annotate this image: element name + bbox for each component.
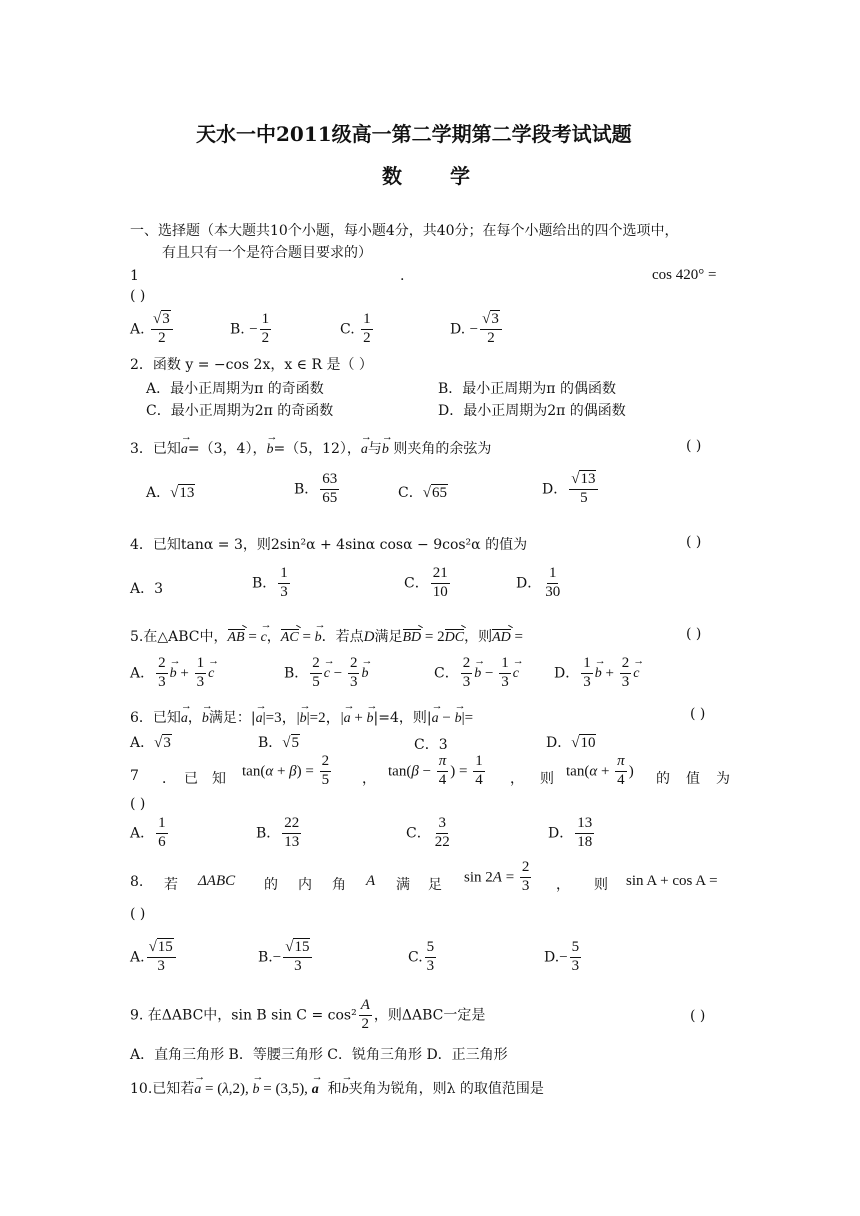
q9-options: A．直角三角形 B．等腰三角形 C．锐角三角形 D．正三角形: [130, 1047, 508, 1063]
vector-bd: BD: [402, 630, 422, 645]
q7-word-value: 值: [686, 771, 700, 787]
q8-target: sin A + cos A =: [626, 873, 718, 889]
q4-option-b-value: $\frac{1}{3}$: [280, 565, 288, 600]
q8-option-c: C. $\frac{5}{3}$: [408, 939, 435, 974]
vector-ad: AD: [492, 630, 511, 645]
vector-b: → b: [382, 442, 389, 458]
q6-option-c: C．3: [414, 737, 448, 753]
q1-dot: .: [400, 268, 405, 284]
q8-angle-a: A: [366, 873, 376, 889]
q5-option-c-label: C．: [434, 665, 459, 682]
q3-option-d: [542, 472, 600, 507]
q7-option-a: A． $\frac{1}{6}$: [130, 815, 166, 850]
q3-option-b-value: $\frac{63}{65}$: [322, 471, 338, 506]
q3-option-a: [146, 482, 195, 502]
q6-option-d-label: D．: [546, 735, 572, 751]
q3-option-b: [294, 472, 341, 507]
q8-option-c-label: C.: [408, 949, 423, 966]
q9-stem-pre: 9. 在ΔABC中，sin B sin C = cos²: [130, 1007, 357, 1024]
q7-option-d-label: D．: [548, 825, 574, 842]
q3-option-c-value: √65: [422, 485, 447, 501]
q10-stem: 10.已知若→ a = (λ,2), → b = (3,5), → a 和→ b夹角为锐角，则λ 的取值范围是: [130, 1078, 544, 1098]
q3-option-d-label: D．: [542, 481, 568, 498]
q3-option-c: [398, 482, 448, 502]
q8-answer-paren: ( ): [130, 906, 146, 922]
q7-option-c: C． $\frac{3}{22}$: [406, 815, 450, 850]
q7-comma2: ，: [510, 771, 524, 787]
q1-option-a: [130, 312, 175, 347]
q4-answer-paren: ( ): [686, 534, 702, 550]
q5-point-d: D: [363, 629, 375, 645]
q6-stem-tail: |=4，则|: [373, 710, 432, 726]
vector-ac: AC: [280, 630, 299, 645]
q7-word-zhi: 知: [212, 771, 226, 787]
q7-word-wei: 为: [716, 771, 730, 787]
q1-option-d-label: D.: [450, 321, 466, 338]
q8-expr: sin 2A = $\frac{2}{3}$: [464, 859, 530, 894]
q2-stem: 2．函数 y = −cos 2x，x ∈ R 是（ ）: [130, 357, 373, 373]
q9-answer-paren: ( ): [690, 1008, 706, 1024]
q7-dot: ．: [162, 771, 176, 787]
q4-option-d-label: D．: [516, 575, 542, 592]
q1-option-d-value: $\frac{√3}{2}$: [480, 312, 502, 347]
q2-option-d: D．最小正周期为2π 的偶函数: [438, 403, 626, 419]
q1-option-d: D. − $\frac{√3}{2}$: [450, 312, 504, 347]
q3-a-value: =（3，4），: [187, 441, 267, 457]
q1-option-c: [340, 312, 375, 347]
q8-word-8: 足: [428, 877, 442, 893]
q3-b-value: =（5，12），: [273, 441, 361, 457]
q8-option-a-label: A.: [130, 949, 145, 966]
q6-stem-mid: 满足：|: [208, 710, 256, 726]
vector-a: → a: [361, 442, 368, 458]
q5-option-b: B． $\frac{2}{5}$ → c − $\frac{2}{3}$ → b: [284, 656, 368, 691]
vector-c: → c: [261, 630, 267, 646]
q1-option-a-value: $\frac{√3}{2}$: [151, 312, 173, 347]
q5-option-d: D． $\frac{1}{3}$ → b + $\frac{2}{3}$ → c: [554, 656, 639, 691]
q3-option-b-label: B．: [294, 481, 319, 498]
q4-option-b-label: B．: [252, 575, 277, 592]
q7-option-d: D． $\frac{13}{18}$: [548, 815, 593, 850]
q1-option-c-label: C.: [340, 321, 355, 338]
q3-option-d-value: $\frac{√13}{5}$: [569, 472, 598, 507]
q4-stem: 4．已知tanα = 3，则2sin²α + 4sinα cosα − 9cos²α 的值为: [130, 537, 528, 553]
q8-word-5: 角: [332, 877, 346, 893]
q6-answer-paren: ( ): [690, 706, 706, 722]
q6-stem-pre: 6．已知: [130, 710, 181, 726]
exam-subject: 数学: [382, 164, 518, 188]
q5-sep1: ，: [266, 629, 281, 645]
q8-option-b-label: B.: [258, 949, 273, 966]
q7-word-ze: 则: [540, 771, 554, 787]
q8-word-7: 满: [396, 877, 410, 893]
q5-option-b-label: B．: [284, 665, 309, 682]
q1-number: 1: [130, 268, 139, 284]
q1-answer-paren: ( ): [130, 288, 146, 304]
q4-option-a: A．3: [130, 581, 164, 597]
q8-option-b: B.− $\frac{√15}{3}$: [258, 940, 314, 975]
q3-with: 与: [367, 441, 382, 457]
q6-option-a-value: √3: [154, 735, 171, 751]
q6-option-d-value: √10: [571, 735, 596, 751]
q6-option-b-value: √5: [282, 735, 300, 751]
q4-option-c: [404, 566, 452, 601]
q5-stem: 5.在△ABC中，AB = → c，AC = → b．若点D满足BD = 2DC，则AD =: [130, 626, 523, 646]
q5-option-d-label: D．: [554, 665, 580, 682]
q4-option-d: [516, 566, 564, 601]
q6-option-a: [130, 732, 172, 752]
q6-option-d: [546, 732, 596, 752]
q4-option-d-value: $\frac{1}{30}$: [545, 565, 561, 600]
q3-answer-paren: ( ): [686, 438, 702, 454]
q5-sep2: ．若点: [321, 629, 364, 645]
q10-stem-pre: 10.已知若: [130, 1081, 195, 1097]
q1-expression: cos 420° =: [652, 267, 717, 283]
q5-satisfies: 满足: [374, 629, 403, 645]
q7-expr3: tan(α + $\frac{\pi}{4}$ ): [566, 753, 634, 788]
q7-number: 7: [130, 768, 139, 784]
q7-option-c-label: C．: [406, 825, 431, 842]
q6-option-b-label: B．: [258, 735, 283, 751]
q7-comma1: ，: [362, 771, 376, 787]
q5-option-a: A． $\frac{2}{3}$ → b + $\frac{1}{3}$ → c: [130, 656, 214, 691]
q7-word-de: 的: [656, 771, 670, 787]
q1-option-b: B. − $\frac{1}{2}$: [230, 311, 270, 346]
section-heading-cont: 有且只有一个是符合题目要求的）: [162, 245, 372, 261]
q1-option-a-label: A.: [130, 321, 145, 338]
q7-option-b: B． $\frac{22}{13}$: [256, 815, 300, 850]
q3-tail: 则夹角的余弦为: [388, 441, 492, 457]
q2-option-b: B．最小正周期为π 的偶函数: [438, 381, 616, 397]
q6-option-b: [258, 732, 300, 752]
q8-word-then: 则: [594, 877, 608, 893]
q7-expr1: tan(α + β) = $\frac{2}{5}$: [242, 753, 330, 788]
q4-option-c-value: $\frac{21}{10}$: [432, 565, 448, 600]
q8-word-4: 内: [298, 877, 312, 893]
q8-option-a: A. $\frac{√15}{3}$: [130, 940, 178, 975]
q4-option-c-label: C．: [404, 575, 429, 592]
q4-option-b: [252, 566, 292, 601]
q6-option-a-label: A．: [130, 735, 155, 751]
q5-answer-paren: ( ): [686, 626, 702, 642]
q1-option-b-value: $\frac{1}{2}$: [261, 311, 270, 346]
q9-stem-tail: ，则ΔABC一定是: [373, 1007, 486, 1024]
q10-stem-tail: 夹角为锐角，则λ 的取值范围是: [348, 1081, 544, 1097]
q7-option-a-label: A．: [130, 825, 155, 842]
q8-triangle: ΔABC: [198, 873, 236, 889]
exam-title: 天水一中2011级高一第二学期第二学段考试试题: [196, 122, 632, 146]
vector-ab: AB: [227, 630, 245, 645]
q5-stem-pre: 5.在△ABC中，: [130, 629, 228, 645]
q8-word-1: 若: [164, 877, 178, 893]
q5-option-a-label: A．: [130, 665, 155, 682]
q3-option-c-label: C．: [398, 485, 423, 501]
q8-option-d: D.− $\frac{5}{3}$: [544, 939, 580, 974]
section-heading: 一、选择题（本大题共10个小题，每小题4分，共40分；在每个小题给出的四个选项中，: [130, 223, 679, 239]
vector-b: → b: [315, 630, 322, 646]
q7-expr2: tan(β − $\frac{\pi}{4}$ ) = $\frac{1}{4}$: [388, 753, 483, 788]
q8-number: 8.: [130, 874, 144, 890]
q5-option-c: C． $\frac{2}{3}$ → b − $\frac{1}{3}$ → c: [434, 656, 519, 691]
q7-answer-paren: ( ): [130, 796, 146, 812]
q7-word-known: 已: [184, 771, 198, 787]
q8-option-d-label: D.: [544, 949, 560, 966]
q3-stem: [130, 438, 491, 458]
vector-b: → b: [266, 442, 273, 458]
q7-option-b-label: B．: [256, 825, 281, 842]
vector-dc: DC: [444, 630, 465, 645]
q8-word-3: 的: [264, 877, 278, 893]
q2-option-a: A．最小正周期为π 的奇函数: [146, 381, 324, 397]
q10-stem-mid: 和: [327, 1081, 342, 1097]
q1-option-b-label: B.: [230, 321, 245, 338]
q3-stem-pre: 3．已知: [130, 441, 181, 457]
vector-a: → a: [181, 442, 188, 458]
q3-option-a-label: A．: [146, 485, 171, 501]
q2-option-c: C．最小正周期为2π 的奇函数: [146, 403, 334, 419]
q1-option-c-value: $\frac{1}{2}$: [363, 311, 371, 346]
q8-comma: ，: [556, 877, 570, 893]
q6-stem: 6．已知→ a，→ b满足：|→ a|=3，|→ b|=2，|→ a + → b|=4，则|→ a − → b|=: [130, 706, 473, 727]
q9-stem: 9. 在ΔABC中，sin B sin C = cos² $\frac{A}{2}$ ，则ΔABC一定是: [130, 997, 486, 1032]
q5-then: ，则: [464, 629, 493, 645]
q3-option-a-value: √13: [170, 485, 195, 501]
